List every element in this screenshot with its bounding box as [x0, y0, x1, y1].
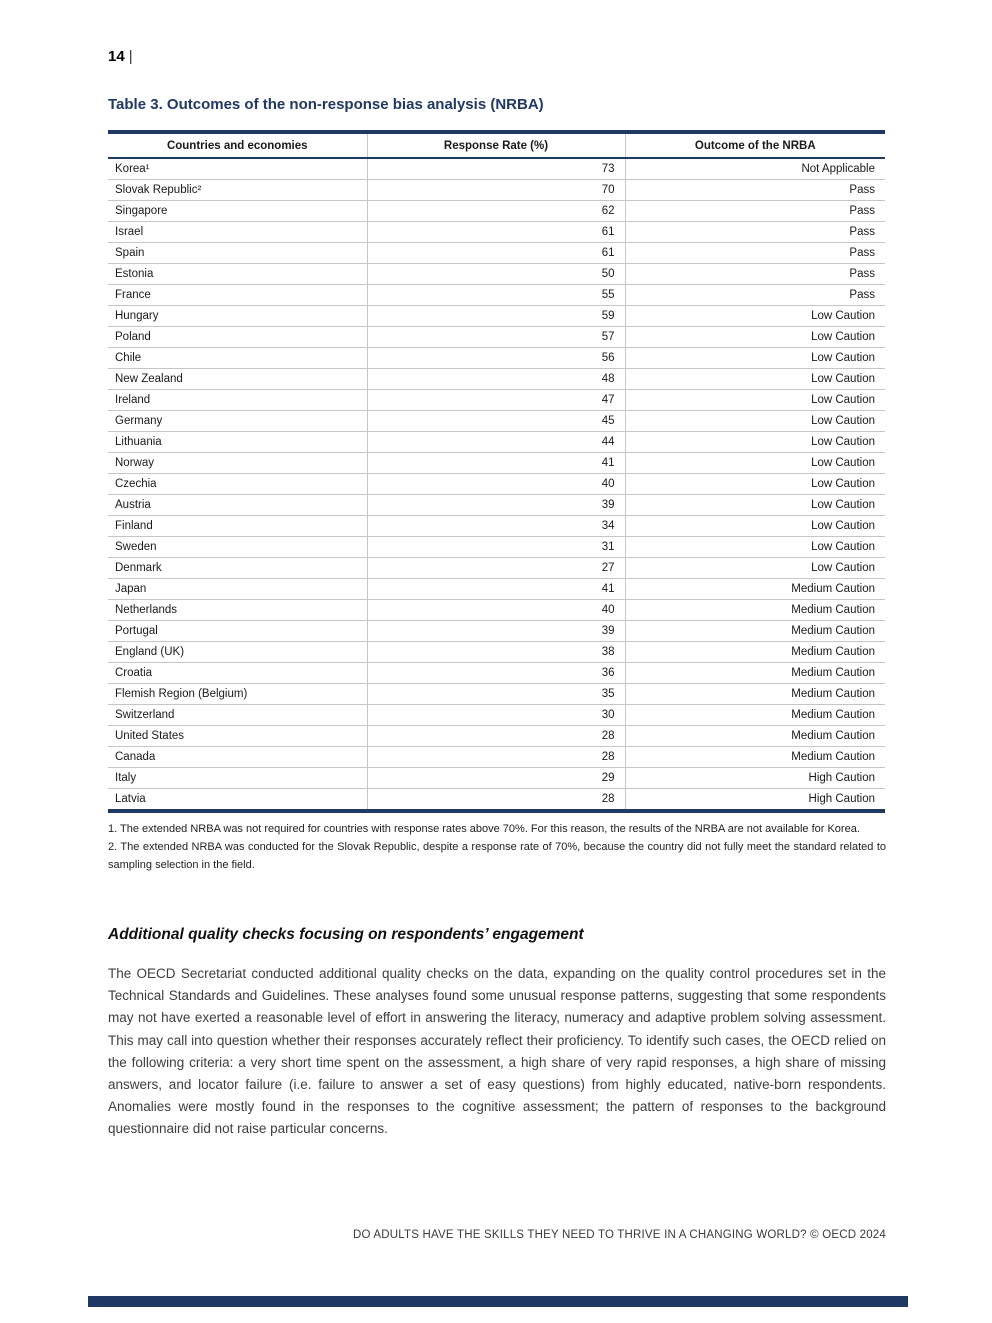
cell-response-rate: 61: [367, 222, 625, 243]
cell-outcome: Pass: [625, 285, 885, 306]
table-row: [108, 222, 885, 243]
cell-country: Korea¹: [115, 163, 150, 175]
cell-outcome: Not Applicable: [625, 158, 885, 180]
cell-response-rate: 40: [367, 474, 625, 495]
table-row: [108, 327, 885, 348]
cell-outcome: Low Caution: [625, 537, 885, 558]
cell-outcome: Low Caution: [625, 327, 885, 348]
cell-country: Portugal: [115, 625, 158, 637]
cell-outcome: Low Caution: [625, 516, 885, 537]
cell-country: Finland: [115, 520, 153, 532]
footnote-1: 1. The extended NRBA was not required for countries with response rates above 70%. For this reason, the results of the NRBA are not available for Korea.: [108, 823, 860, 835]
cell-outcome: High Caution: [625, 789, 885, 812]
cell-outcome: Medium Caution: [625, 726, 885, 747]
cell-outcome: Low Caution: [625, 495, 885, 516]
cell-country: France: [115, 289, 151, 301]
cell-response-rate: 28: [367, 789, 625, 812]
section-heading: Additional quality checks focusing on respondents’ engagement: [108, 926, 584, 943]
cell-outcome: Low Caution: [625, 558, 885, 579]
cell-response-rate: 41: [367, 453, 625, 474]
cell-country: United States: [115, 730, 185, 742]
table-row: [108, 306, 885, 327]
cell-response-rate: 55: [367, 285, 625, 306]
cell-outcome: Medium Caution: [625, 642, 885, 663]
table-row: [108, 264, 885, 285]
nrba-table: [108, 130, 885, 813]
cell-country: Italy: [115, 772, 137, 784]
cell-outcome: Low Caution: [625, 306, 885, 327]
cell-response-rate: 59: [367, 306, 625, 327]
cell-country: Spain: [115, 247, 145, 259]
cell-response-rate: 30: [367, 705, 625, 726]
cell-response-rate: 28: [367, 726, 625, 747]
table-body: [108, 158, 885, 811]
table-row: [108, 180, 885, 201]
cell-response-rate: 38: [367, 642, 625, 663]
cell-response-rate: 35: [367, 684, 625, 705]
column-header-response-rate: Response Rate (%): [367, 132, 625, 158]
cell-outcome: Low Caution: [625, 453, 885, 474]
table-footnotes: [108, 820, 886, 874]
page-number-separator: |: [128, 48, 133, 65]
table-row: [108, 411, 885, 432]
page-number-value: 14: [108, 48, 125, 65]
table-row: [108, 642, 885, 663]
table-row: [108, 768, 885, 789]
cell-country: New Zealand: [115, 373, 183, 385]
cell-country: Latvia: [115, 793, 146, 805]
cell-country: Austria: [115, 499, 151, 511]
table-row: [108, 432, 885, 453]
cell-response-rate: 41: [367, 579, 625, 600]
page-number: [108, 48, 133, 65]
cell-response-rate: 56: [367, 348, 625, 369]
table-row: [108, 348, 885, 369]
cell-outcome: Pass: [625, 201, 885, 222]
cell-country: Slovak Republic²: [115, 184, 202, 196]
cell-outcome: Medium Caution: [625, 600, 885, 621]
table-row: [108, 600, 885, 621]
table-row: [108, 158, 885, 180]
cell-response-rate: 47: [367, 390, 625, 411]
cell-outcome: Medium Caution: [625, 747, 885, 768]
table-row: [108, 684, 885, 705]
cell-outcome: Low Caution: [625, 369, 885, 390]
table-row: [108, 789, 885, 812]
cell-country: Canada: [115, 751, 156, 763]
cell-outcome: Low Caution: [625, 348, 885, 369]
table-row: [108, 201, 885, 222]
cell-outcome: Medium Caution: [625, 663, 885, 684]
cell-response-rate: 34: [367, 516, 625, 537]
table-row: [108, 390, 885, 411]
cell-response-rate: 29: [367, 768, 625, 789]
cell-country: Sweden: [115, 541, 157, 553]
cell-country: Hungary: [115, 310, 159, 322]
cell-response-rate: 48: [367, 369, 625, 390]
table-row: [108, 579, 885, 600]
column-header-outcome: Outcome of the NRBA: [625, 132, 885, 158]
cell-country: England (UK): [115, 646, 185, 658]
cell-country: Estonia: [115, 268, 154, 280]
cell-outcome: Low Caution: [625, 411, 885, 432]
cell-country: Lithuania: [115, 436, 162, 448]
cell-country: Denmark: [115, 562, 162, 574]
cell-response-rate: 39: [367, 621, 625, 642]
cell-country: Norway: [115, 457, 154, 469]
cell-outcome: Pass: [625, 264, 885, 285]
table-row: [108, 705, 885, 726]
cell-response-rate: 61: [367, 243, 625, 264]
cell-response-rate: 44: [367, 432, 625, 453]
footnote-2: 2. The extended NRBA was conducted for the Slovak Republic, despite a response rate of 70%, because the country did not fully meet the standard related to sampling selection in the field.: [108, 841, 886, 871]
cell-country: Singapore: [115, 205, 168, 217]
cell-response-rate: 36: [367, 663, 625, 684]
cell-country: Croatia: [115, 667, 153, 679]
cell-country: Chile: [115, 352, 142, 364]
table-row: [108, 621, 885, 642]
table-title: Table 3. Outcomes of the non-response bias analysis (NRBA): [108, 96, 544, 113]
cell-outcome: Pass: [625, 243, 885, 264]
cell-response-rate: 50: [367, 264, 625, 285]
table-row: [108, 726, 885, 747]
cell-response-rate: 40: [367, 600, 625, 621]
table-row: [108, 558, 885, 579]
cell-outcome: Medium Caution: [625, 579, 885, 600]
table-row: [108, 474, 885, 495]
cell-response-rate: 45: [367, 411, 625, 432]
cell-response-rate: 27: [367, 558, 625, 579]
page-footer-text: DO ADULTS HAVE THE SKILLS THEY NEED TO THRIVE IN A CHANGING WORLD? © OECD 2024: [353, 1229, 886, 1241]
table-row: [108, 663, 885, 684]
table-row: [108, 747, 885, 768]
cell-country: Israel: [115, 226, 144, 238]
cell-response-rate: 28: [367, 747, 625, 768]
table-row: [108, 285, 885, 306]
table-header-row: [108, 132, 885, 158]
cell-response-rate: 70: [367, 180, 625, 201]
cell-response-rate: 39: [367, 495, 625, 516]
cell-outcome: Low Caution: [625, 390, 885, 411]
cell-outcome: Pass: [625, 180, 885, 201]
cell-response-rate: 73: [367, 158, 625, 180]
cell-outcome: Medium Caution: [625, 621, 885, 642]
cell-outcome: Medium Caution: [625, 684, 885, 705]
body-paragraph: The OECD Secretariat conducted additional quality checks on the data, expanding on the quality control procedures set in the Technical Standards and Guidelines. These analyses found some unusual response patterns, suggesting that some respondents may not have exerted a reasonable level of effort in answering the literacy, numeracy and adaptive problem solving assessment. This may call into question whether their responses accurately reflect their proficiency. To identify such cases, the OECD relied on the following criteria: a very short time spent on the assessment, a high share of very rapid responses, a high share of missing answers, and locator failure (i.e. failure to answer a set of easy questions) from highly educated, native-born respondents. Anomalies were mostly found in the responses to the cognitive assessment; the pattern of responses to the background questionnaire did not raise particular concerns.: [108, 966, 886, 1137]
cell-outcome: Pass: [625, 222, 885, 243]
cell-country: Switzerland: [115, 709, 175, 721]
column-header-countries: Countries and economies: [166, 139, 308, 152]
table-row: [108, 453, 885, 474]
cell-country: Czechia: [115, 478, 157, 490]
cell-country: Ireland: [115, 394, 151, 406]
cell-country: Poland: [115, 331, 151, 343]
bottom-navy-bar: [88, 1296, 908, 1307]
table-row: [108, 495, 885, 516]
cell-outcome: Medium Caution: [625, 705, 885, 726]
cell-outcome: Low Caution: [625, 474, 885, 495]
cell-outcome: High Caution: [625, 768, 885, 789]
cell-response-rate: 57: [367, 327, 625, 348]
table-row: [108, 516, 885, 537]
table-row: [108, 537, 885, 558]
cell-response-rate: 62: [367, 201, 625, 222]
cell-country: Japan: [115, 583, 147, 595]
cell-response-rate: 31: [367, 537, 625, 558]
table-row: [108, 369, 885, 390]
cell-country: Flemish Region (Belgium): [115, 688, 248, 700]
cell-country: Germany: [115, 415, 163, 427]
cell-country: Netherlands: [115, 604, 178, 616]
cell-outcome: Low Caution: [625, 432, 885, 453]
table-row: [108, 243, 885, 264]
